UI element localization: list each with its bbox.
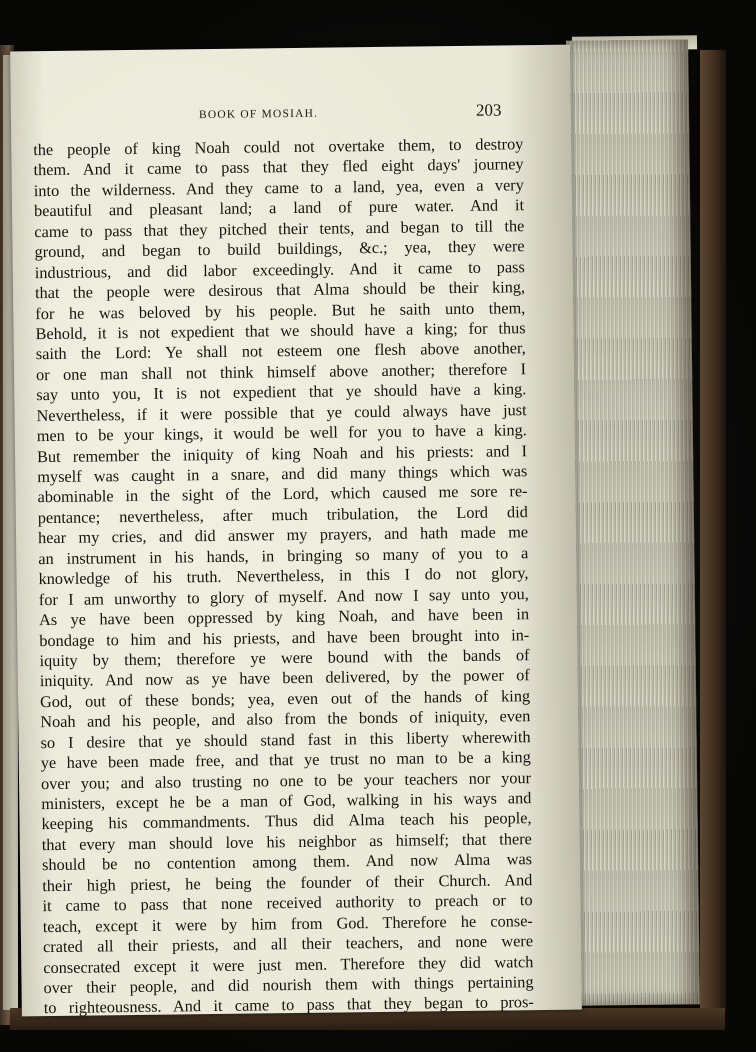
text-line: their high priest, he being the founder of their Church. And <box>42 869 533 895</box>
text-line: saith the Lord: Ye shall not esteem one flesh above another, <box>35 338 526 364</box>
text-line: it came to pass that none received authority to preach or to <box>42 890 533 916</box>
text-line: that the people were desirous that Alma should be their king, <box>34 277 526 303</box>
text-line: consecrated except it were just men. Therefore they did watch <box>43 951 534 977</box>
text-line: into the wilderness. And they came to a land, yea, even a very <box>33 175 524 201</box>
text-line: teach, except it were by him from God. Therefore he conse- <box>42 910 533 936</box>
text-line: crated all their priests, and all their teachers, and none were <box>42 931 534 957</box>
text-line: ministers, except he be a man of God, walking in his ways and <box>41 788 532 814</box>
text-line: say unto you, It is not expedient that ye should have a king. <box>36 379 527 405</box>
text-line: myself was caught in a snare, and did many things which was <box>37 461 528 487</box>
text-line: beautiful and pleasant land; a land of pure water. And it <box>33 195 525 221</box>
text-line: ground, and began to build buildings, &c.; yea, they were <box>34 236 525 262</box>
text-line: for I am unworthy to glory of myself. And now I say unto you, <box>38 583 529 609</box>
text-line: bondage to him and his priests, and have been brought into in- <box>39 624 530 650</box>
text-line: to righteousness. And it came to pass that they began to pros- <box>43 992 534 1018</box>
page-block-fore-edge <box>566 39 700 1005</box>
text-line: them. And it came to pass that they fled eight days' journey <box>33 154 524 180</box>
text-line: keeping his commandments. Thus did Alma teach his people, <box>41 808 532 834</box>
text-line: came to pass that they pitched their tents, and began to till the <box>34 215 525 241</box>
text-line: so I desire that ye should stand fast in this liberty wherewith <box>40 726 531 752</box>
text-line: pentance; nevertheless, after much tribulation, the Lord did <box>37 502 528 528</box>
text-line: As ye have been oppressed by king Noah, and have been in <box>38 604 530 630</box>
page-number: 203 <box>475 100 502 120</box>
text-line: for he was beloved by his people. But he saith unto them, <box>35 297 526 323</box>
text-line: industrious, and did labor exceedingly. And it came to pass <box>34 256 525 282</box>
text-line: ye have been made free, and that ye trust no man to be a king <box>40 747 531 773</box>
text-line: Behold, it is not expedient that we should have a king; for thus <box>35 318 526 344</box>
text-line: abominable in the sight of the Lord, which caused me sore re- <box>37 481 528 507</box>
page-header <box>11 100 571 131</box>
running-head: BOOK OF MOSIAH. <box>198 107 319 122</box>
text-line: hear my cries, and did answer my prayers, and hath made me <box>37 522 529 548</box>
text-line: Noah and his people, and also from the bonds of iniquity, even <box>40 706 531 732</box>
text-line: iquity by them; therefore ye were bound with the bands of <box>39 645 530 671</box>
text-line: knowledge of his truth. Nevertheless, in this I do not glory, <box>38 563 529 589</box>
text-line: men to be your kings, it would be well for you to have a king. <box>36 420 527 446</box>
text-line: over you; and also trusting no one to be your teachers nor your <box>40 767 532 793</box>
body-text <box>33 134 534 1019</box>
text-line: that every man should love his neighbor as himself; that there <box>41 829 532 855</box>
text-line: an instrument in his hands, in bringing so many of you to a <box>38 542 529 568</box>
book-page <box>10 45 582 1017</box>
text-line: Nevertheless, if it were possible that ye could always have just <box>36 399 527 425</box>
book-cover-right-edge <box>700 50 726 1010</box>
text-line: But remember the iniquity of king Noah and his priests: and I <box>36 440 528 466</box>
text-line: the people of king Noah could not overtake them, to destroy <box>33 134 524 160</box>
text-line: God, out of these bonds; yea, even out of the hands of king <box>39 685 531 711</box>
text-line: over their people, and did nourish them with things pertaining <box>43 972 534 998</box>
text-line: or one man shall not think himself above another; therefore I <box>35 358 527 384</box>
text-line: should be no contention among them. And now Alma was <box>41 849 533 875</box>
text-line: iniquity. And now as ye have been delivered, by the power of <box>39 665 530 691</box>
